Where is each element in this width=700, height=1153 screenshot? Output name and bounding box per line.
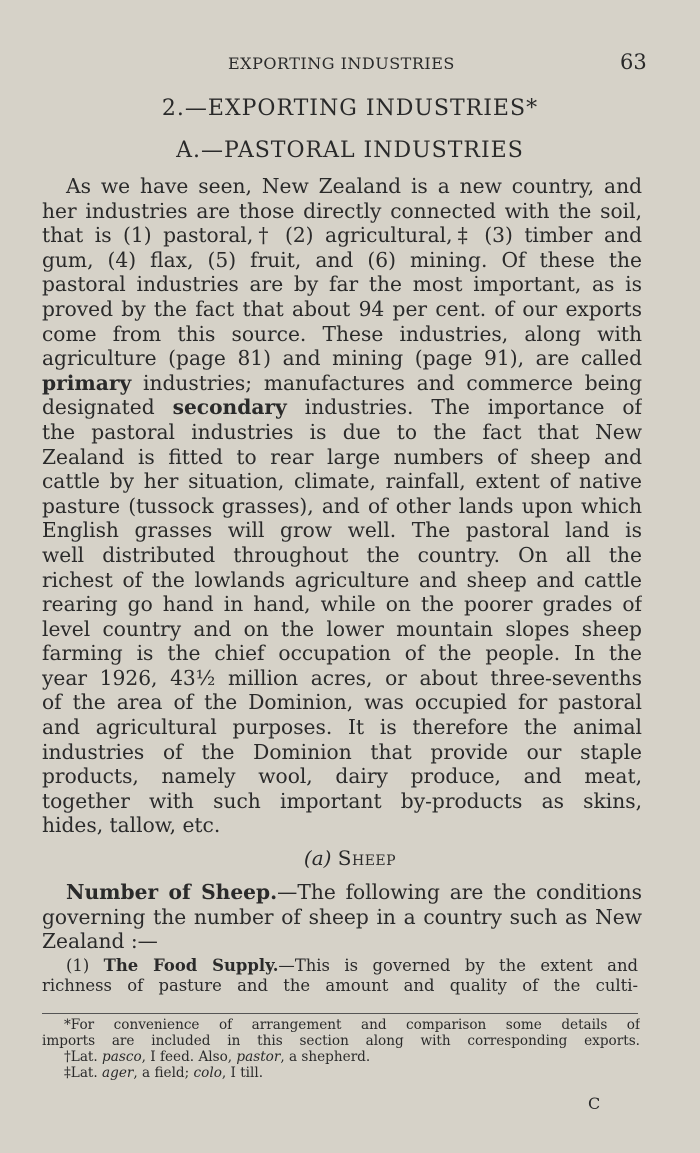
text-line: year 1926, 43½ million acres, or about three-sevenths	[42, 665, 642, 690]
chapter-heading: 2.—EXPORTING INDUSTRIES*	[161, 96, 539, 121]
paragraph-number-of-sheep	[42, 880, 642, 954]
text-line: English grasses will grow well. The pastoral land is	[42, 518, 642, 543]
text-run: , I feed. Also,	[141, 1049, 237, 1065]
text-run: industries. The importance of	[286, 395, 642, 420]
text-line: that is (1) pastoral,† (2) agricultural,‡ (3) timber and	[42, 223, 642, 248]
footnote-line	[42, 1065, 640, 1081]
footnotes	[42, 1017, 640, 1081]
text-line: well distributed throughout the country. On all the	[42, 542, 642, 567]
term-secondary: secondary	[172, 395, 287, 420]
text-line: pastoral industries are by far the most important, as is	[42, 272, 642, 297]
text-run: designated	[42, 395, 173, 420]
footnote-line: *For convenience of arrangement and comparison some details of	[64, 1017, 640, 1033]
text-run: †Lat.	[64, 1049, 103, 1065]
text-line	[42, 371, 642, 396]
text-run: —The following are the conditions	[277, 880, 642, 904]
text-line: together with such important by-products as skins,	[42, 788, 642, 813]
text-line: richest of the lowlands agriculture and sheep and cattle	[42, 567, 642, 592]
footnote-line: imports are included in this section along with corresponding exports.	[42, 1033, 640, 1049]
latin-word: ager	[102, 1065, 134, 1081]
text-line: industries of the Dominion that provide our staple	[42, 739, 642, 764]
text-line: proved by the fact that about 94 per cent. of our exports	[42, 296, 642, 321]
text-line: her industries are those directly connected with the soil,	[42, 198, 642, 223]
text-run: , a shepherd.	[280, 1049, 371, 1065]
text-line: Zealand is fitted to rear large numbers of sheep and	[42, 444, 642, 469]
text-line: As we have seen, New Zealand is a new country, and	[66, 174, 642, 198]
running-head	[0, 50, 700, 80]
footnote-line	[42, 1049, 640, 1065]
latin-word: pasco	[102, 1049, 142, 1065]
text-line: the pastoral industries is due to the fact that New	[42, 419, 642, 444]
paragraph-pastoral-industries	[42, 174, 642, 838]
text-line	[42, 880, 642, 905]
text-line	[42, 395, 642, 420]
subsection-label: (a)	[303, 846, 332, 870]
text-run: (1)	[66, 956, 104, 975]
text-line: rearing go hand in hand, while on the poorer grades of	[42, 592, 642, 617]
text-run: —This is governed by the extent and	[278, 956, 638, 975]
section-heading: A.—PASTORAL INDUSTRIES	[176, 138, 524, 163]
running-head-title: EXPORTING INDUSTRIES	[228, 54, 455, 73]
subsection-heading-sheep	[0, 846, 700, 870]
text-run: , a field;	[133, 1065, 194, 1081]
text-line: governing the number of sheep in a country such as New	[42, 904, 642, 929]
subsection-title: Sheep	[337, 846, 397, 870]
term-primary: primary	[42, 370, 132, 395]
text-line: level country and on the lower mountain slopes sheep	[42, 616, 642, 641]
text-run: ‡Lat.	[64, 1065, 103, 1081]
text-line: and agricultural purposes. It is therefore the animal	[42, 715, 642, 740]
latin-word: colo	[193, 1065, 222, 1081]
page-number: 63	[620, 50, 647, 74]
text-line: gum, (4) flax, (5) fruit, and (6) mining. Of these the	[42, 247, 642, 272]
text-line: agriculture (page 81) and mining (page 91), are called	[42, 346, 642, 371]
text-run: industries; manufactures and commerce being	[131, 370, 642, 395]
text-line: products, namely wool, dairy produce, and meat,	[42, 764, 642, 789]
text-line	[42, 956, 638, 976]
footnote-divider	[42, 1013, 638, 1014]
text-run: , I till.	[221, 1065, 264, 1081]
run-in-heading: Number of Sheep.	[66, 880, 278, 904]
paragraph-food-supply	[42, 956, 638, 996]
text-line: farming is the chief occupation of the people. In the	[42, 641, 642, 666]
signature-mark: C	[588, 1094, 601, 1113]
run-in-heading: The Food Supply.	[103, 956, 279, 975]
text-line: Zealand :—	[42, 929, 158, 954]
text-line: pasture (tussock grasses), and of other lands upon which	[42, 493, 642, 518]
text-line: cattle by her situation, climate, rainfall, extent of native	[42, 469, 642, 494]
text-line: of the area of the Dominion, was occupied for pastoral	[42, 690, 642, 715]
latin-word: pastor	[236, 1049, 281, 1065]
text-line: come from this source. These industries, along with	[42, 321, 642, 346]
text-line: hides, tallow, etc.	[42, 813, 221, 838]
text-line: richness of pasture and the amount and quality of the culti-	[42, 976, 638, 995]
